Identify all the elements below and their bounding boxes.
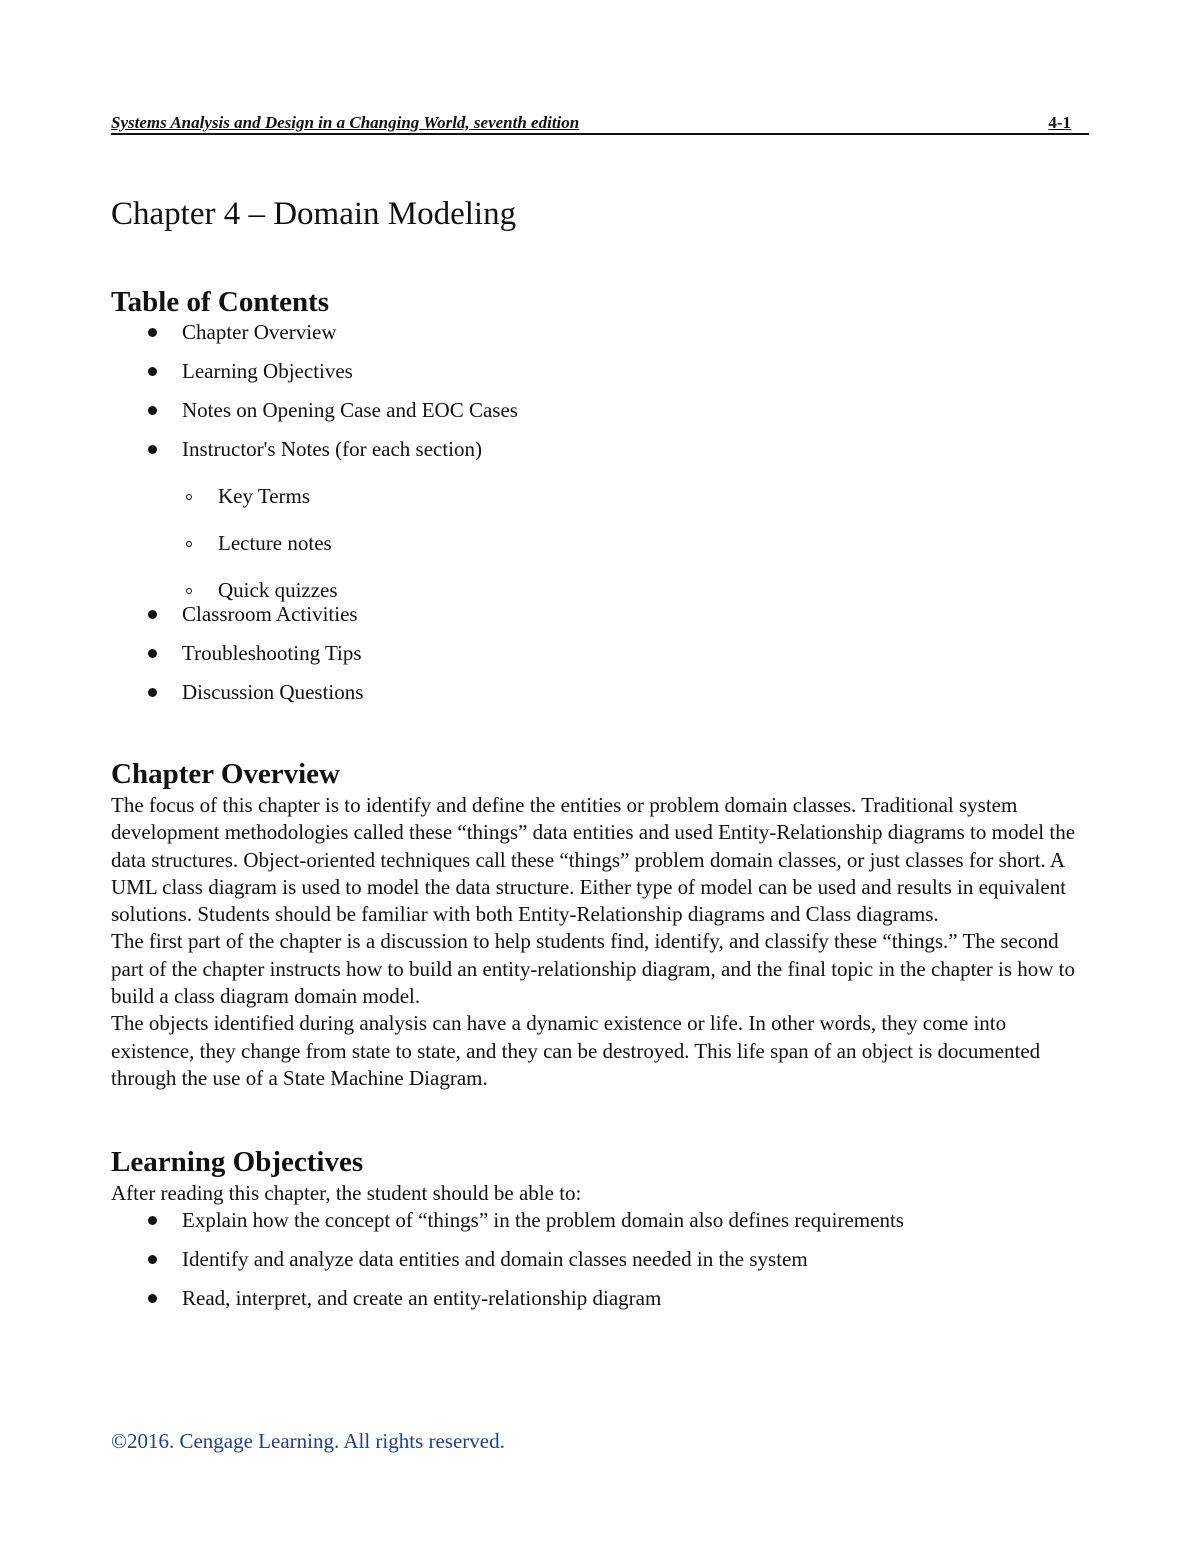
overview-paragraph: The objects identified during analysis can have a dynamic existence or life. In other words, they come into existence, they change from state to state, and they can be destroyed. This life span of an object is documented through the use of a State Machine Diagram. [111, 1011, 1041, 1090]
objective-item: Explain how the concept of “things” in the problem domain also defines requirements [111, 1208, 1086, 1232]
bullet-icon [148, 1294, 157, 1303]
toc-item: Learning Objectives [111, 359, 1086, 383]
toc-sub-item: Quick quizzes [111, 578, 1086, 602]
hollow-bullet-icon [186, 541, 192, 547]
toc-item: Discussion Questions [111, 680, 1086, 704]
bullet-icon [148, 688, 157, 697]
toc-sub-list [111, 484, 1086, 602]
bullet-icon [148, 610, 157, 619]
objectives-list [111, 1208, 1086, 1310]
bullet-icon [148, 649, 157, 658]
objective-item: Read, interpret, and create an entity-relationship diagram [111, 1286, 1086, 1310]
toc-item: Classroom Activities [111, 602, 1086, 626]
toc-item: Chapter Overview [111, 320, 1086, 344]
document-body [111, 192, 1086, 1310]
bullet-icon [148, 406, 157, 415]
hollow-bullet-icon [186, 588, 192, 594]
overview-paragraph: The first part of the chapter is a discussion to help students find, identify, and classify these “things.” The second part of the chapter instructs how to build an entity-relationship diagram, and the final topic in the chapter is how to build a class diagram domain model. [111, 929, 1075, 1009]
bullet-icon [148, 328, 157, 337]
chapter-title: Chapter 4 – Domain Modeling [111, 196, 517, 232]
toc-item: Instructor's Notes (for each section) [111, 437, 1086, 461]
header-page-number: 4-1 [1048, 113, 1071, 132]
toc-sub-item: Key Terms [111, 484, 1086, 508]
bullet-icon [148, 1216, 157, 1225]
overview-heading: Chapter Overview [111, 758, 340, 790]
running-header [111, 112, 1089, 135]
header-book-title: Systems Analysis and Design in a Changing World, seventh edition [111, 113, 580, 132]
toc-list-continued [111, 602, 1086, 704]
objectives-heading: Learning Objectives [111, 1146, 364, 1179]
toc-item: Troubleshooting Tips [111, 641, 1086, 665]
bullet-icon [148, 367, 157, 376]
bullet-icon [148, 1255, 157, 1264]
toc-item: Notes on Opening Case and EOC Cases [111, 398, 1086, 422]
objective-item: Identify and analyze data entities and domain classes needed in the system [111, 1247, 1086, 1271]
hollow-bullet-icon [186, 494, 192, 500]
toc-list [111, 320, 1086, 461]
overview-paragraph: The focus of this chapter is to identify and define the entities or problem domain classes. Traditional system development methodologies called these “things” data entities and used Entity-Relationship diagrams to model the data structures. Object-oriented techniques call these “things” problem domain classes, or just classes for short. A UML class diagram is used to model the data structure. Either type of model can be used and results in equivalent solutions. Students should be familiar with both Entity-Relationship diagrams and Class diagrams. [111, 793, 1076, 927]
objectives-intro: After reading this chapter, the student should be able to: [111, 1181, 582, 1206]
copyright-footer: ©2016. Cengage Learning. All rights reserved. [111, 1429, 505, 1453]
toc-sub-item: Lecture notes [111, 531, 1086, 555]
bullet-icon [148, 445, 157, 454]
toc-heading: Table of Contents [111, 286, 330, 318]
